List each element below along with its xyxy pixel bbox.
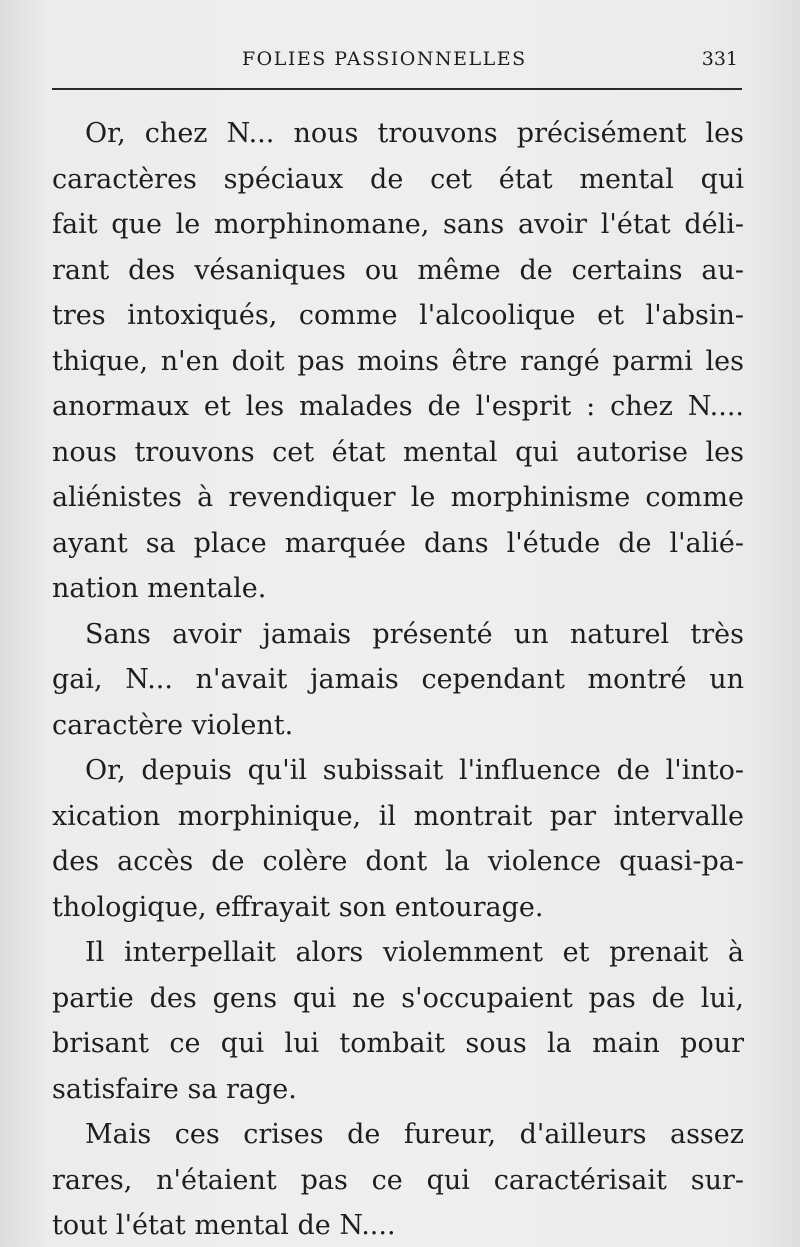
text-line: partie des gens qui ne s'occupaient pas de lui, bbox=[52, 982, 744, 1014]
text-line: thologique, effrayait son entourage. bbox=[52, 891, 544, 923]
running-head bbox=[52, 44, 740, 74]
text-line: thique, n'en doit pas moins être rangé parmi les bbox=[52, 345, 744, 377]
paragraph bbox=[52, 930, 744, 1112]
paragraph bbox=[52, 1112, 744, 1247]
text-line: ayant sa place marquée dans l'étude de l'alié- bbox=[52, 527, 744, 559]
body-text bbox=[52, 111, 744, 1247]
text-line: tout l'état mental de N.... bbox=[52, 1210, 396, 1241]
text-line: rant des vésaniques ou même de certains au- bbox=[52, 254, 744, 286]
text-line: Il interpellait alors violemment et prenait à bbox=[85, 937, 744, 968]
page-number: 331 bbox=[701, 48, 738, 70]
text-line: fait que le morphinomane, sans avoir l'état déli- bbox=[52, 209, 744, 240]
text-line: Sans avoir jamais présenté un naturel très bbox=[85, 618, 744, 650]
text-line: caractère violent. bbox=[52, 709, 294, 741]
text-line: des accès de colère dont la violence quasi-pa- bbox=[52, 846, 744, 877]
running-title: FOLIES PASSIONNELLES bbox=[242, 48, 527, 70]
paragraph bbox=[52, 612, 744, 749]
text-line: caractères spéciaux de cet état mental qui bbox=[52, 163, 744, 195]
text-line: anormaux et les malades de l'esprit : chez N.... bbox=[52, 391, 744, 422]
text-line: rares, n'étaient pas ce qui caractérisait sur- bbox=[52, 1164, 744, 1196]
header-rule bbox=[52, 88, 742, 90]
text-line: aliénistes à revendiquer le morphinisme comme bbox=[52, 482, 744, 513]
text-line: nous trouvons cet état mental qui autorise les bbox=[52, 436, 744, 468]
text-line: nation mentale. bbox=[52, 573, 267, 604]
text-line: satisfaire sa rage. bbox=[52, 1073, 297, 1105]
text-line: Or, depuis qu'il subissait l'influence de l'into- bbox=[85, 755, 744, 786]
text-line: xication morphinique, il montrait par intervalle bbox=[52, 800, 744, 832]
text-line: gai, N... n'avait jamais cependant montré un bbox=[52, 664, 744, 695]
paragraph bbox=[52, 748, 744, 930]
paragraph bbox=[52, 111, 744, 612]
text-line: Or, chez N... nous trouvons précisément les bbox=[85, 118, 744, 149]
text-line: brisant ce qui lui tombait sous la main pour bbox=[52, 1028, 744, 1059]
text-line: tres intoxiqués, comme l'alcoolique et l'absin- bbox=[52, 300, 744, 331]
text-line: Mais ces crises de fureur, d'ailleurs assez bbox=[85, 1119, 744, 1150]
